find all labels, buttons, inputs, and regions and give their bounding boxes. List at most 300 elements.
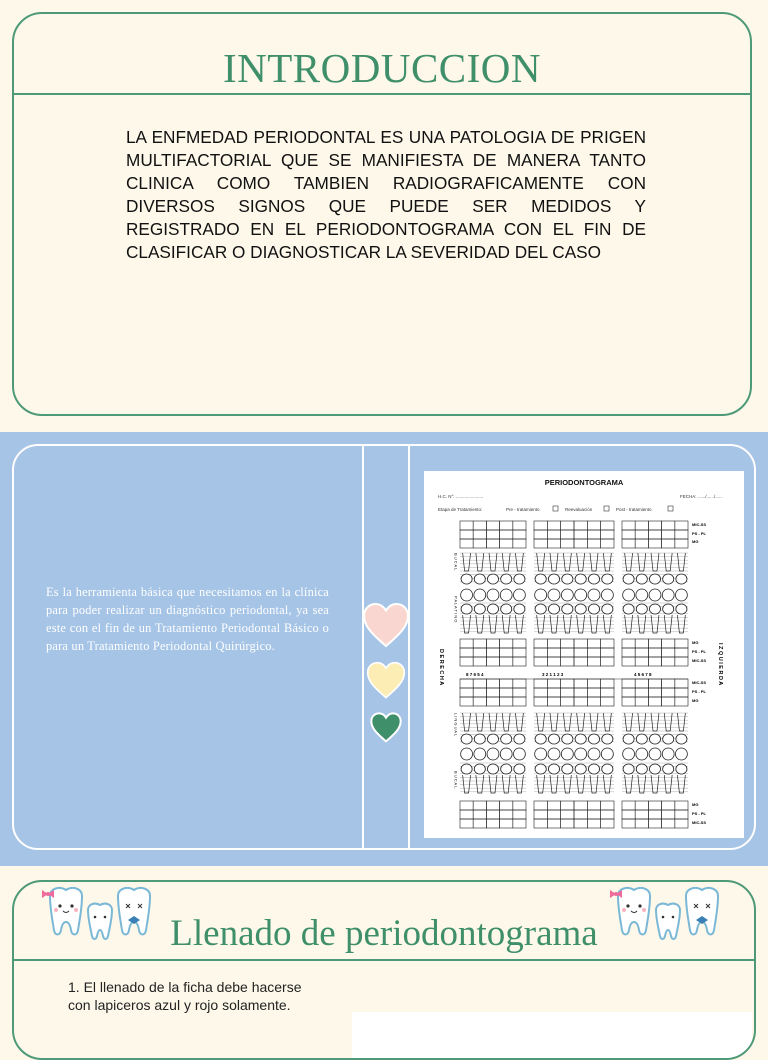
tooth-root — [603, 713, 611, 731]
grid-cell — [473, 679, 486, 688]
tooth-crown — [487, 574, 498, 584]
tooth-root — [638, 775, 646, 793]
heart-pink-icon — [362, 602, 410, 650]
grid-cell — [460, 648, 473, 657]
grid-cell — [547, 801, 560, 810]
grid-cell — [648, 521, 661, 530]
grid-cell — [675, 539, 688, 548]
grid-cell — [635, 648, 648, 657]
grid-cell — [473, 539, 486, 548]
tooth-crown — [588, 764, 599, 774]
grid-cell — [500, 801, 513, 810]
tooth-crown — [548, 734, 559, 744]
tooth-crown — [636, 764, 647, 774]
grid-cell — [561, 657, 574, 666]
grid-cell — [486, 679, 499, 688]
label-d3: MIC-SS — [692, 820, 706, 825]
tooth-crown — [548, 764, 559, 774]
tooth-root — [603, 775, 611, 793]
grid-cell — [662, 530, 675, 539]
grid-cell — [460, 810, 473, 819]
tooth-crown — [461, 734, 472, 744]
label-bucal: B U C A L — [453, 553, 459, 571]
tooth-crown — [649, 734, 660, 744]
tooth-root — [625, 615, 633, 633]
grid-cell — [486, 688, 499, 697]
grid-cell — [635, 539, 648, 548]
tooth-crown — [663, 734, 674, 744]
grid-cell — [675, 530, 688, 539]
tooth-crown — [535, 764, 546, 774]
tooth-root — [677, 615, 685, 633]
grid-cell — [500, 530, 513, 539]
occlusal-oval — [535, 748, 547, 760]
occlusal-oval — [487, 589, 499, 601]
tooth-root — [537, 615, 545, 633]
tooth-crown — [501, 734, 512, 744]
grid-cell — [622, 688, 635, 697]
occlusal-oval — [675, 748, 687, 760]
tooth-crown — [602, 764, 613, 774]
grid-cell — [513, 697, 526, 706]
grid-cell — [622, 530, 635, 539]
grid-cell — [601, 688, 614, 697]
tooth-root — [677, 713, 685, 731]
grid-cell — [486, 648, 499, 657]
grid-cell — [513, 530, 526, 539]
grid-cell — [587, 657, 600, 666]
grid-cell — [460, 521, 473, 530]
tooth-numbers-mid: 3 2 1 1 2 3 — [542, 672, 564, 677]
tooth-root — [577, 775, 585, 793]
intro-panel — [12, 12, 752, 416]
occlusal-oval — [662, 589, 674, 601]
tooth-crown — [663, 604, 674, 614]
grid-cell — [500, 810, 513, 819]
tooth-crown — [461, 604, 472, 614]
tooth-crown — [514, 574, 525, 584]
grid-cell — [675, 679, 688, 688]
grid-cell — [648, 688, 661, 697]
grid-cell — [561, 639, 574, 648]
grid-cell — [622, 539, 635, 548]
tooth-root — [651, 713, 659, 731]
tooth-root — [502, 713, 510, 731]
tooth-crown — [623, 764, 634, 774]
tooth-crown — [636, 574, 647, 584]
tooth-root — [489, 553, 497, 571]
tooth-crown — [501, 764, 512, 774]
grid-cell — [635, 819, 648, 828]
chart-date-label: FECHA: ....../....../...... — [680, 494, 723, 499]
grid-cell — [662, 819, 675, 828]
grid-cell — [486, 697, 499, 706]
grid-cell — [648, 648, 661, 657]
filling-title: Llenado de periodontograma — [170, 913, 598, 954]
grid-cell — [460, 679, 473, 688]
tooth-root — [651, 775, 659, 793]
tooth-crown — [575, 604, 586, 614]
grid-cell — [460, 688, 473, 697]
grid-cell — [622, 679, 635, 688]
label-b2: PS - PL — [692, 649, 707, 654]
tooth-root — [651, 615, 659, 633]
grid-cell — [460, 530, 473, 539]
chart-hc-label: H.C. N°: ...................... — [438, 494, 484, 499]
grid-cell — [473, 801, 486, 810]
tooth-root — [603, 615, 611, 633]
occlusal-oval — [636, 748, 648, 760]
tooth-crown — [649, 764, 660, 774]
tooth-crown — [649, 604, 660, 614]
grid-cell — [574, 521, 587, 530]
grid-cell — [513, 819, 526, 828]
grid-cell — [648, 639, 661, 648]
occlusal-oval — [649, 589, 661, 601]
label-d2: PS - PL — [692, 811, 707, 816]
tooth-root — [550, 615, 558, 633]
tooth-root — [550, 713, 558, 731]
tooth-crown — [676, 604, 687, 614]
cartoon-teeth-left-icon — [40, 884, 165, 950]
filling-image-placeholder — [352, 1012, 752, 1060]
grid-cell — [648, 810, 661, 819]
grid-cell — [500, 697, 513, 706]
grid-cell — [622, 819, 635, 828]
filling-divider — [14, 959, 754, 961]
tooth-root — [489, 615, 497, 633]
tooth-root — [476, 615, 484, 633]
tooth-crown — [636, 734, 647, 744]
tooth-root — [590, 775, 598, 793]
grid-cell — [622, 521, 635, 530]
occlusal-oval — [513, 748, 525, 760]
grid-cell — [601, 521, 614, 530]
grid-upper-bucal — [460, 521, 688, 548]
tooth-crown — [474, 764, 485, 774]
tooth-crown — [575, 764, 586, 774]
label-a1: MIC-SS — [692, 522, 706, 527]
grid-cell — [513, 657, 526, 666]
occlusal-oval — [561, 748, 573, 760]
occlusal-oval — [675, 589, 687, 601]
grid-cell — [473, 639, 486, 648]
label-a3: MG — [692, 539, 699, 544]
grid-cell — [534, 648, 547, 657]
grid-cell — [574, 819, 587, 828]
grid-cell — [534, 530, 547, 539]
label-palatino: P A L A T I N O — [453, 596, 459, 623]
ovals-lower — [461, 748, 688, 760]
tooth-character — [656, 904, 680, 939]
grid-cell — [547, 697, 560, 706]
grid-cell — [675, 810, 688, 819]
intro-title: INTRODUCCION — [222, 45, 542, 91]
grid-cell — [473, 521, 486, 530]
tooth-root — [677, 553, 685, 571]
grid-cell — [547, 810, 560, 819]
grid-cell — [547, 521, 560, 530]
tooth-root — [463, 615, 471, 633]
grid-cell — [587, 539, 600, 548]
grid-cell — [587, 530, 600, 539]
grid-cell — [648, 679, 661, 688]
grid-cell — [662, 648, 675, 657]
grid-cell — [561, 530, 574, 539]
tooth-root — [550, 553, 558, 571]
grid-cell — [547, 679, 560, 688]
chart-stage-label: Etapa de Tratamiento: — [438, 507, 483, 512]
grid-cell — [601, 819, 614, 828]
tooth-crown — [548, 574, 559, 584]
grid-cell — [635, 810, 648, 819]
tooth-crown — [575, 574, 586, 584]
tooth-numbers-left: 8 7 6 5 4 — [466, 672, 484, 677]
grid-cell — [534, 819, 547, 828]
tooth-crown — [588, 604, 599, 614]
grid-cell — [534, 801, 547, 810]
tooth-root — [550, 775, 558, 793]
grid-cell — [662, 539, 675, 548]
grid-cell — [662, 697, 675, 706]
label-b1: MG — [692, 640, 699, 645]
grid-cell — [635, 688, 648, 697]
grid-cell — [534, 679, 547, 688]
tooth-crown — [487, 604, 498, 614]
tooth-crown — [676, 764, 687, 774]
chart-checkbox-reeval — [604, 506, 609, 511]
grid-cell — [675, 697, 688, 706]
chart-opt-pre: Pre - tratamiento — [506, 507, 540, 512]
tooth-character — [88, 904, 112, 939]
grid-cell — [460, 639, 473, 648]
grid-cell — [500, 521, 513, 530]
grid-cell — [547, 648, 560, 657]
heart-green-icon — [370, 712, 402, 744]
grid-cell — [601, 639, 614, 648]
grid-cell — [547, 819, 560, 828]
grid-cell — [635, 521, 648, 530]
label-a2: PS - PL — [692, 531, 707, 536]
label-c2: PS - PL — [692, 689, 707, 694]
tooth-root — [664, 615, 672, 633]
grid-cell — [561, 697, 574, 706]
grid-cell — [587, 521, 600, 530]
tooth-crown — [501, 604, 512, 614]
grid-cell — [500, 688, 513, 697]
occlusal-oval — [500, 748, 512, 760]
label-derecha: D E R E C H A — [438, 649, 444, 686]
tooth-crown — [562, 604, 573, 614]
tooth-root — [625, 553, 633, 571]
grid-cell — [460, 539, 473, 548]
grid-cell — [601, 679, 614, 688]
tooth-crown — [487, 734, 498, 744]
grid-cell — [486, 521, 499, 530]
tooth-root — [515, 775, 523, 793]
grid-cell — [662, 688, 675, 697]
grid-cell — [486, 639, 499, 648]
grid-cell — [500, 648, 513, 657]
grid-cell — [587, 801, 600, 810]
grid-cell — [460, 819, 473, 828]
grid-cell — [587, 648, 600, 657]
tooth-crown — [514, 734, 525, 744]
grid-cell — [622, 639, 635, 648]
grid-cell — [513, 539, 526, 548]
heart-yellow-icon — [366, 661, 406, 701]
periodontogram-svg — [424, 471, 744, 838]
tooth-crown — [535, 734, 546, 744]
grid-cell — [601, 697, 614, 706]
tooth-root — [677, 775, 685, 793]
occlusal-oval — [601, 589, 613, 601]
grid-cell — [648, 697, 661, 706]
occlusal-oval — [601, 748, 613, 760]
grid-cell — [662, 801, 675, 810]
grid-cell — [534, 688, 547, 697]
occlusal-oval — [575, 589, 587, 601]
tooth-root — [638, 615, 646, 633]
label-b3: MIC-SS — [692, 658, 706, 663]
cartoon-teeth-right-icon — [608, 884, 733, 950]
tool-description: Es la herramienta básica que necesitamos en la clínica para poder realizar un diagnóstico periodontal, ya sea este con el fin de un Tratamiento Periodontal Básico o para un Tratamiento Periodontal Quirúrgico. — [46, 585, 329, 653]
occlusal-oval — [588, 748, 600, 760]
grid-upper-palatal — [460, 639, 688, 666]
grid-cell — [460, 801, 473, 810]
label-izquierda: I Z Q U I E R D A — [717, 643, 723, 686]
tooth-root — [664, 553, 672, 571]
tooth-root — [577, 615, 585, 633]
grid-cell — [500, 539, 513, 548]
occlusal-oval — [662, 748, 674, 760]
tooth-root — [563, 615, 571, 633]
occlusal-oval — [461, 589, 473, 601]
grid-cell — [622, 810, 635, 819]
grid-cell — [587, 639, 600, 648]
tooth-crown — [602, 604, 613, 614]
tooth-crown — [602, 734, 613, 744]
grid-cell — [486, 810, 499, 819]
grid-cell — [513, 648, 526, 657]
tooth-crown — [676, 734, 687, 744]
grid-cell — [547, 639, 560, 648]
grid-cell — [635, 657, 648, 666]
grid-cell — [635, 697, 648, 706]
tooth-root — [537, 553, 545, 571]
grid-cell — [513, 679, 526, 688]
grid-cell — [675, 657, 688, 666]
grid-cell — [486, 530, 499, 539]
grid-cell — [675, 521, 688, 530]
grid-cell — [547, 688, 560, 697]
tooth-root — [502, 553, 510, 571]
tooth-crown — [514, 764, 525, 774]
grid-cell — [662, 679, 675, 688]
label-bucal-lower: B U C A L — [453, 771, 459, 789]
grid-cell — [486, 801, 499, 810]
teeth-upper-bucal — [460, 553, 688, 584]
grid-cell — [513, 521, 526, 530]
tooth-root — [664, 713, 672, 731]
tooth-root — [664, 775, 672, 793]
occlusal-oval — [561, 589, 573, 601]
grid-cell — [534, 810, 547, 819]
occlusal-oval — [513, 589, 525, 601]
grid-cell — [574, 801, 587, 810]
chart-opt-post: Post - tratamiento — [616, 507, 652, 512]
occlusal-oval — [548, 589, 560, 601]
label-c3: MG — [692, 698, 699, 703]
label-d1: MG — [692, 802, 699, 807]
tooth-numbers-right: 4 5 6 7 8 — [634, 672, 652, 677]
tooth-crown — [623, 574, 634, 584]
grid-cell — [473, 530, 486, 539]
grid-cell — [675, 648, 688, 657]
intro-divider — [14, 93, 750, 95]
grid-cell — [675, 688, 688, 697]
occlusal-oval — [649, 748, 661, 760]
tooth-crown — [649, 574, 660, 584]
tooth-character — [118, 888, 150, 935]
grid-cell — [574, 810, 587, 819]
tooth-root — [577, 713, 585, 731]
tooth-root — [603, 553, 611, 571]
tooth-crown — [623, 604, 634, 614]
grid-cell — [622, 697, 635, 706]
grid-cell — [622, 648, 635, 657]
grid-cell — [500, 657, 513, 666]
ovals-upper — [461, 589, 688, 601]
tooth-root — [502, 615, 510, 633]
tooth-crown — [487, 764, 498, 774]
chart-title: PERIODONTOGRAMA — [544, 478, 624, 487]
tooth-crown — [676, 574, 687, 584]
grid-cell — [574, 639, 587, 648]
grid-cell — [500, 679, 513, 688]
grid-cell — [513, 801, 526, 810]
grid-cell — [662, 810, 675, 819]
grid-cell — [574, 648, 587, 657]
grid-cell — [648, 539, 661, 548]
tooth-root — [515, 615, 523, 633]
tooth-root — [590, 713, 598, 731]
grid-cell — [648, 819, 661, 828]
grid-cell — [574, 688, 587, 697]
tooth-root — [489, 713, 497, 731]
chart-checkbox-post — [668, 506, 673, 511]
filling-instruction: 1. El llenado de la ficha debe hacerse con lapiceros azul y rojo solamente. — [68, 979, 302, 1013]
tooth-root — [476, 553, 484, 571]
occlusal-oval — [461, 748, 473, 760]
tooth-root — [463, 553, 471, 571]
grid-cell — [473, 657, 486, 666]
occlusal-oval — [588, 589, 600, 601]
grid-cell — [534, 697, 547, 706]
tooth-root — [537, 713, 545, 731]
label-c1: MIC-SS — [692, 680, 706, 685]
tooth-root — [515, 553, 523, 571]
grid-cell — [473, 688, 486, 697]
tooth-crown — [461, 574, 472, 584]
grid-cell — [662, 521, 675, 530]
grid-cell — [601, 530, 614, 539]
grid-cell — [561, 801, 574, 810]
grid-cell — [662, 639, 675, 648]
grid-cell — [561, 679, 574, 688]
grid-cell — [460, 697, 473, 706]
grid-cell — [574, 657, 587, 666]
